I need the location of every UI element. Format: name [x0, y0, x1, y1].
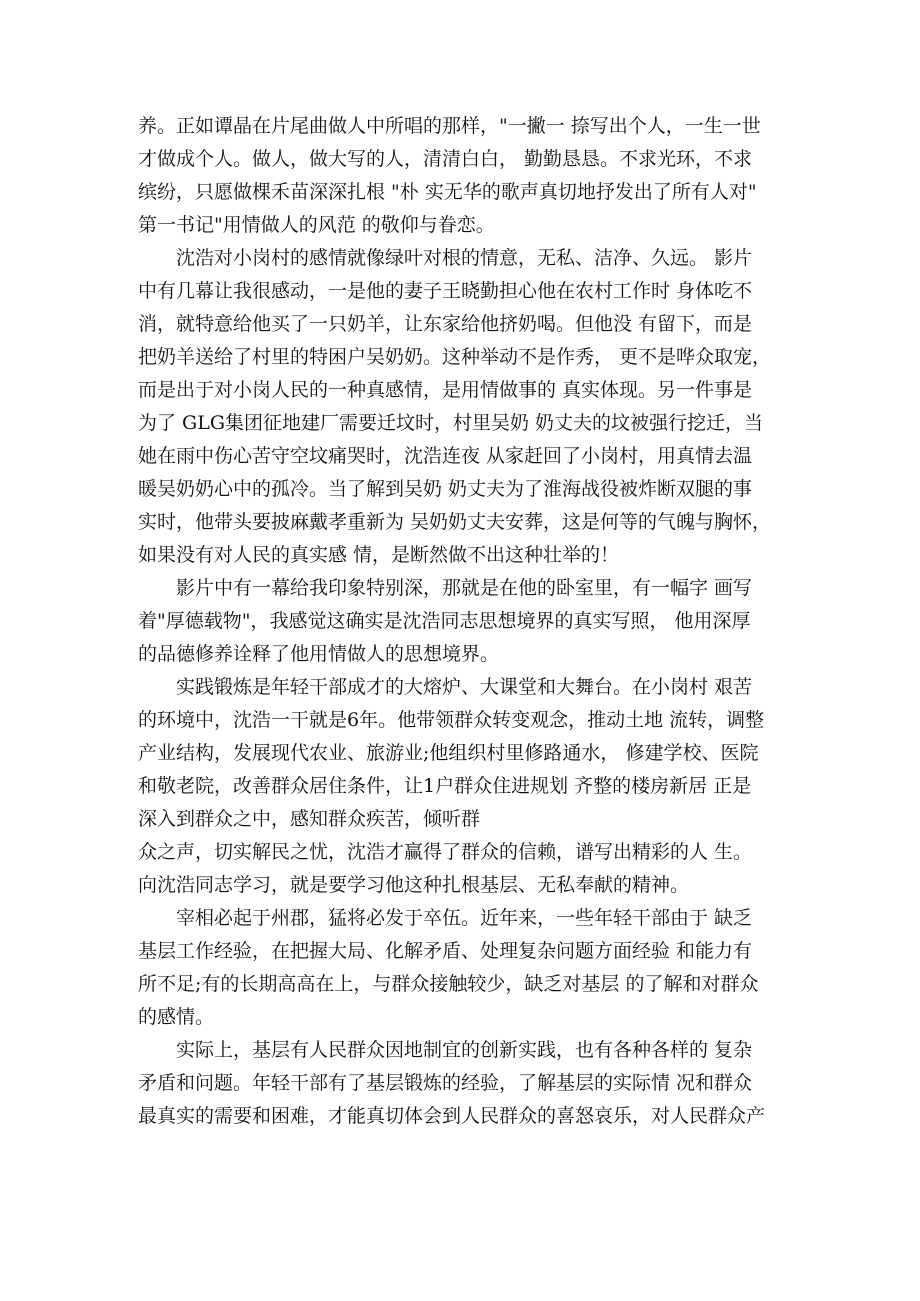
text-line: 影片中有一幕给我印象特别深，那就是在他的卧室里，有一幅字 画写 [138, 577, 753, 599]
text-line: 基层工作经验，在把握大局、化解矛盾、处理复杂问题方面经验 和能力有 [138, 940, 753, 962]
text-line: 向沈浩同志学习，就是要学习他这种扎根基层、无私奉献的精神。 [138, 874, 690, 896]
body-text [138, 110, 798, 1133]
text-line: 的环境中，沈浩一干就是6年。他带领群众转变观念，推动土地 流转，调整 [138, 709, 765, 731]
text-line: 实践锻炼是年轻干部成才的大熔炉、大课堂和大舞台。在小岗村 艰苦 [138, 676, 753, 698]
text-line: 沈浩对小岗村的感情就像绿叶对根的情意，无私、洁净、久远。 影片 [138, 247, 753, 269]
text-line: 最真实的需要和困难，才能真切体会到人民群众的喜怒哀乐，对人民群众产 [138, 1105, 766, 1127]
text-line: 实时，他带头要披麻戴孝重新为 吴奶奶丈夫安葬，这是何等的气魄与胸怀， [138, 511, 772, 533]
text-line: 而是出于对小岗人民的一种真感情，是用情做事的 真实体现。另一件事是 [138, 379, 753, 401]
text-line: 所不足;有的长期高高在上，与群众接触较少，缺乏对基层 的了解和对群众 [138, 973, 759, 995]
text-line: 矛盾和问题。年轻干部有了基层锻炼的经验，了解基层的实际情 况和群众 [138, 1072, 753, 1094]
text-line: 第一书记"用情做人的风范 的敬仰与眷恋。 [138, 214, 495, 236]
text-line: 中有几幕让我很感动，一是他的妻子王晓勤担心他在农村工作时 身体吃不 [138, 280, 753, 302]
text-line: 和敬老院，改善群众居住条件，让1户群众住进规划 齐整的楼房新居 正是 [138, 775, 752, 797]
text-line: 的品德修养诠释了他用情做人的思想境界。 [138, 643, 500, 665]
text-line: 她在雨中伤心苦守空坟痛哭时，沈浩连夜 从家赶回了小岗村，用真情去温 [138, 445, 753, 467]
text-line: 为了 GLG集团征地建厂需要迁坟时，村里吴奶 奶丈夫的坟被强行挖迁，当 [138, 412, 764, 434]
text-line: 暖吴奶奶心中的孤冷。当了解到吴奶 奶丈夫为了淮海战役被炸断双腿的事 [138, 478, 753, 500]
text-line: 缤纷，只愿做棵禾苗深深扎根 "朴 实无华的歌声真切地抒发出了所有人对" [138, 181, 757, 203]
text-line: 养。正如谭晶在片尾曲做人中所唱的那样，"一撇一 捺写出个人，一生一世 [138, 115, 761, 137]
text-line: 着"厚德载物"，我感觉这确实是沈浩同志思想境界的真实写照， 他用深厚 [138, 610, 751, 632]
text-line: 宰相必起于州郡，猛将必发于卒伍。近年来，一些年轻干部由于 缺乏 [138, 907, 753, 929]
text-line: 产业结构，发展现代农业、旅游业;他组织村里修路通水， 修建学校、医院 [138, 742, 759, 764]
text-line: 实际上，基层有人民群众因地制宜的创新实践，也有各种各样的 复杂 [138, 1039, 753, 1061]
text-line: 深入到群众之中，感知群众疾苦，倾听群 [138, 808, 481, 830]
text-line: 消，就特意给他买了一只奶羊，让东家给他挤奶喝。但他没 有留下，而是 [138, 313, 753, 335]
text-line: 众之声，切实解民之忧，沈浩才赢得了群众的信赖，谱写出精彩的人 生。 [138, 841, 753, 863]
text-line: 才做成个人。做人，做大写的人，清清白白， 勤勤恳恳。不求光环，不求 [138, 148, 753, 170]
text-line: 的感情。 [138, 1006, 215, 1028]
text-line: 把奶羊送给了村里的特困户吴奶奶。这种举动不是作秀， 更不是哗众取宠， [138, 346, 772, 368]
text-line: 如果没有对人民的真实感 情，是断然做不出这种壮举的！ [138, 544, 620, 566]
